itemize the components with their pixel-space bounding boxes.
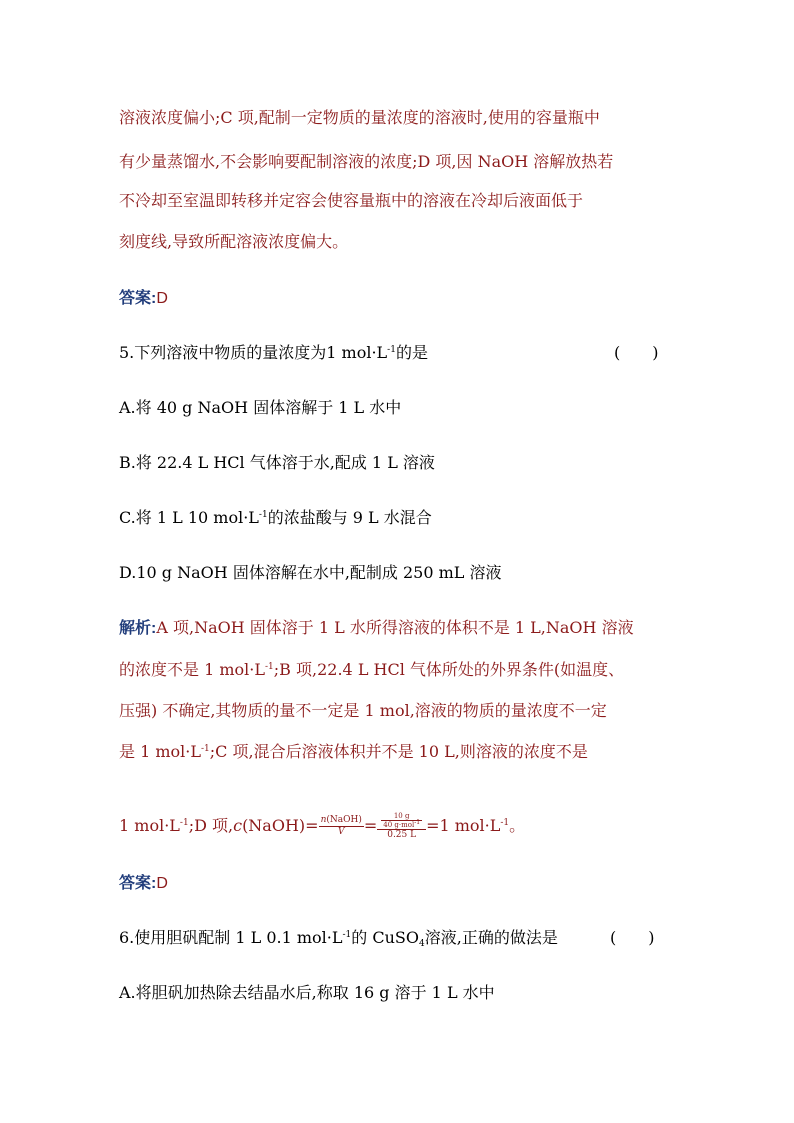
explanation-line: 不冷却至室温即转移并定容会使容量瓶中的溶液在冷却后液面低于: [119, 191, 584, 210]
answer-label: 答案:: [119, 875, 157, 892]
question-5-stem: [119, 343, 428, 363]
superscript: -1: [342, 930, 352, 940]
concentration-symbol: c: [233, 816, 243, 835]
explanation-line: [119, 660, 624, 680]
fraction-n-over-v: [319, 815, 364, 838]
stem-text: 的 CuSO: [351, 928, 419, 947]
stem-text: 6.使用胆矾配制 1 L 0.1 mol·L: [119, 928, 343, 947]
option-c: [119, 508, 432, 528]
explanation-line: 压强) 不确定,其物质的量不一定是 1 mol,溶液的物质的量浓度不一定: [119, 701, 607, 720]
explanation-line: 刻度线,导致所配溶液浓度偏大。: [119, 232, 349, 251]
explanation-line: 有少量蒸馏水,不会影响要配制溶液的浓度;D 项,因 NaOH 溶解放热若: [119, 152, 614, 171]
explanation-label: 解析:: [119, 620, 157, 637]
fraction-denominator: V: [337, 827, 345, 837]
inner-numerator: 10 g: [381, 812, 422, 821]
option-d: D.10 g NaOH 固体溶解在水中,配制成 250 mL 溶液: [119, 563, 502, 582]
question-6-stem: [119, 928, 558, 948]
explanation-text: (NaOH)=: [242, 816, 319, 835]
option-a: A.将 40 g NaOH 固体溶解于 1 L 水中: [119, 398, 402, 417]
superscript: -1: [265, 662, 274, 672]
superscript: -1: [414, 819, 421, 826]
explanation-line: [119, 742, 588, 762]
superscript: -1: [179, 818, 189, 828]
stem-text: 5.下列溶液中物质的量浓度为1 mol·L: [119, 343, 388, 362]
fraction-denominator: 0.25 L: [387, 830, 417, 840]
answer-value: D: [156, 290, 168, 307]
explanation-text: ;B 项,22.4 L HCl 气体所处的外界条件(如温度、: [273, 660, 625, 679]
superscript: -1: [201, 744, 210, 754]
option-text: 的浓盐酸与 9 L 水混合: [267, 508, 432, 527]
option-a: A.将胆矾加热除去结晶水后,称取 16 g 溶于 1 L 水中: [119, 983, 495, 1002]
answer-row: [119, 873, 168, 894]
superscript: -1: [500, 818, 510, 828]
fraction-mass-over-volume: [377, 812, 426, 841]
fraction-numerator: n: [320, 815, 327, 825]
explanation-text: 1 mol·L: [119, 816, 180, 835]
answer-parenthesis: ( ): [614, 343, 659, 362]
answer-row: [119, 288, 168, 309]
stem-text: 溶液,正确的做法是: [424, 928, 558, 947]
stem-text: 的是: [395, 343, 428, 362]
explanation-text: A 项,NaOH 固体溶于 1 L 水所得溶液的体积不是 1 L,NaOH 溶液: [156, 618, 634, 637]
formula-line: [119, 812, 525, 841]
answer-parenthesis: ( ): [610, 928, 655, 947]
explanation-text: 。: [509, 816, 526, 835]
superscript: -1: [387, 345, 396, 355]
equals-sign: =: [363, 816, 378, 835]
explanation-line: [119, 618, 634, 639]
answer-value: D: [156, 875, 168, 892]
explanation-line: 溶液浓度偏小;C 项,配制一定物质的量浓度的溶液时,使用的容量瓶中: [119, 108, 600, 127]
option-text: C.将 1 L 10 mol·L: [119, 508, 259, 527]
fraction-numerator: (NaOH): [326, 815, 362, 825]
explanation-text: ;D 项,: [188, 816, 234, 835]
explanation-text: =1 mol·L: [426, 816, 501, 835]
explanation-text: ;C 项,混合后溶液体积并不是 10 L,则溶液的浓度不是: [209, 742, 588, 761]
answer-label: 答案:: [119, 290, 157, 307]
inner-denominator: 40 g·mol: [383, 821, 415, 829]
superscript: -1: [258, 510, 268, 520]
subscript: 4: [419, 939, 425, 949]
explanation-text: 是 1 mol·L: [119, 742, 201, 761]
explanation-text: 的浓度不是 1 mol·L: [119, 660, 265, 679]
inner-fraction: [381, 812, 422, 829]
option-b: B.将 22.4 L HCl 气体溶于水,配成 1 L 溶液: [119, 453, 435, 472]
